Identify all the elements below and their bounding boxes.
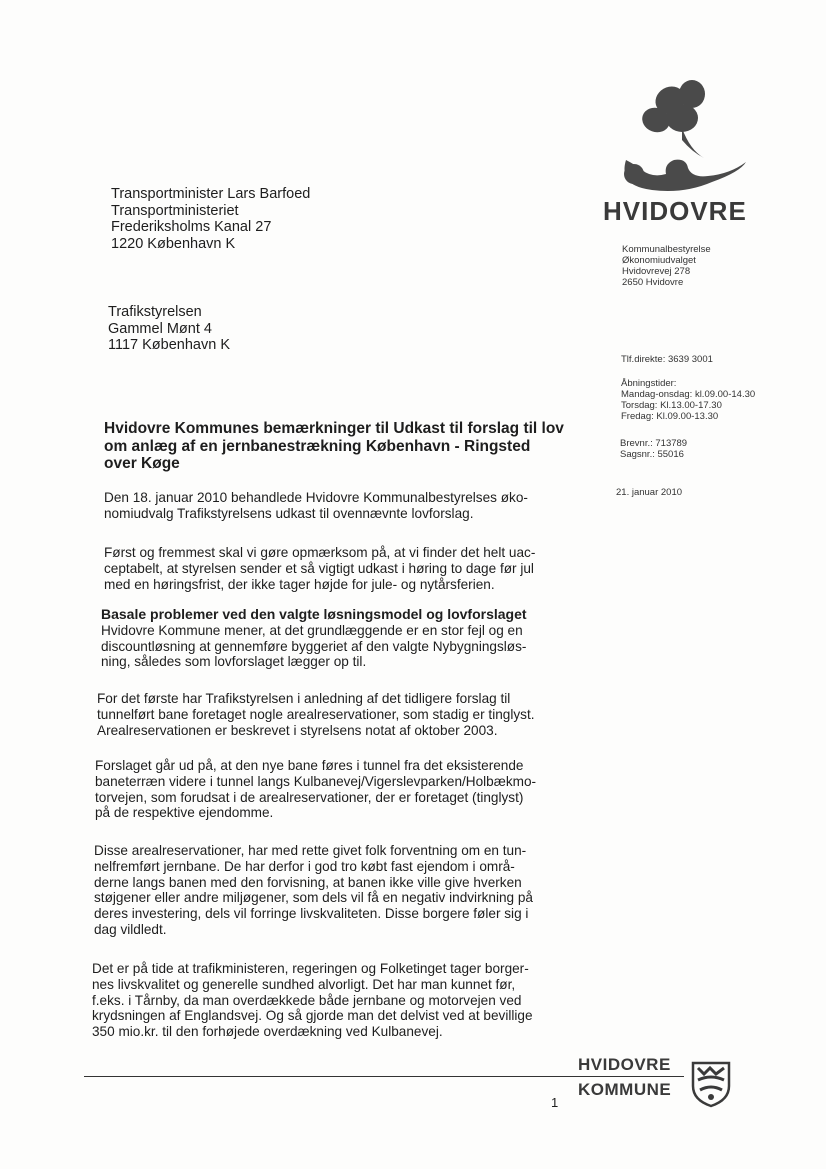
opening-hours	[621, 378, 755, 422]
paragraph-line: dag vildledt.	[94, 921, 167, 937]
paragraph-line: ceptabelt, at styrelsen sender et så vigtigt udkast i høring to dage før jul	[104, 560, 534, 576]
paragraph	[94, 843, 533, 938]
hours-line: Mandag-onsdag: kl.09.00-14.30	[621, 389, 756, 400]
paragraph-line: Den 18. januar 2010 behandlede Hvidovre Kommunalbestyrelses øko-	[104, 490, 528, 505]
paragraph-line: torvejen, som forudsat i de arealreservationer, der er foretaget (tinglyst)	[95, 789, 524, 805]
paragraph-line: støjgener eller andre miljøgener, som dels vil få en negativ indvirkning på	[94, 890, 533, 906]
title-line: over Køge	[104, 455, 180, 472]
address-line: Trafikstyrelsen	[108, 304, 202, 320]
sender-line: 2650 Hvidovre	[622, 277, 684, 288]
paragraph	[104, 490, 528, 522]
paragraph-line: nes livskvalitet og generelle sundhed alvorligt. Det har man kunnet før,	[92, 976, 516, 992]
reference-numbers	[620, 438, 687, 460]
recipient-address-trafikstyrelsen	[108, 304, 230, 354]
logo-name: HVIDOVRE	[603, 196, 747, 226]
paragraph	[92, 961, 533, 1040]
paragraph-line: tunnelført bane foretaget nogle arealreservationer, som stadig er tinglyst.	[97, 706, 535, 722]
paragraph-line: derne langs banen med den forvisning, at banen ikke ville give hverken	[94, 874, 522, 890]
paragraph-line: nomiudvalg Trafikstyrelsens udkast til ovennævnte lovforslag.	[104, 505, 474, 521]
paragraph-line: 350 mio.kr. til den forhøjede overdækning ved Kulbanevej.	[92, 1024, 443, 1040]
sender-line: Hvidovrevej 278	[622, 266, 691, 277]
page-number: 1	[551, 1095, 559, 1110]
paragraph	[97, 691, 535, 738]
sender-line: Økonomiudvalget	[622, 255, 696, 266]
case-number: Sagsnr.: 55016	[620, 449, 684, 460]
recipient-address-ministry	[111, 186, 310, 252]
address-line: Transportminister Lars Barfoed	[111, 186, 311, 202]
hours-line: Torsdag: Kl.13.00-17.30	[621, 400, 722, 411]
sender-line: Kommunalbestyrelse	[622, 244, 711, 255]
footer-logo-kommune: KOMMUNE	[578, 1080, 672, 1099]
hours-line: Fredag: Kl.09.00-13.30	[621, 411, 719, 422]
paragraph-line: krydsningen af Englandsvej. Og så gjorde man det delvist ved at bevillige	[92, 1008, 533, 1024]
paragraph	[95, 758, 536, 821]
paragraph-line: Disse arealreservationer, har med rette givet folk forventning om en tun-	[94, 843, 527, 858]
clover-logo-icon	[612, 78, 752, 196]
paragraph	[101, 607, 527, 670]
paragraph-line: For det første har Trafikstyrelsen i anledning af det tidligere forslag til	[97, 691, 511, 706]
coat-of-arms-icon	[690, 1060, 732, 1108]
address-line: Transportministeriet	[111, 202, 239, 219]
letter-date: 21. januar 2010	[616, 487, 683, 498]
address-line: 1220 København K	[111, 235, 236, 252]
opening-hours-label: Åbningstider:	[621, 378, 677, 389]
paragraph-line: nelfremført jernbane. De har derfor i god tro købt fast ejendom i områ-	[94, 858, 515, 874]
paragraph-line: deres investering, dels vil forringe livskvaliteten. Disse borgere føler sig i	[94, 906, 529, 922]
paragraph-line: ning, således som lovforslaget lægger op til.	[101, 654, 367, 670]
footer-divider	[84, 1076, 684, 1077]
paragraph-line: f.eks. i Tårnby, da man overdækkede både jernbane og motorvejen ved	[92, 992, 522, 1008]
paragraph-line: Arealreservationen er beskrevet i styrelsens notat af oktober 2003.	[97, 722, 498, 738]
paragraph-line: baneterræn videre i tunnel langs Kulbanevej/Vigerslevparken/Holbækmo-	[95, 773, 537, 789]
paragraph-line: Forslaget går ud på, at den nye bane føres i tunnel fra det eksisterende	[95, 758, 524, 773]
paragraph-line: discountløsning at gennemføre byggeriet af den valgte Nybygningsløs-	[101, 638, 527, 654]
title-line: Hvidovre Kommunes bemærkninger til Udkast til forslag til lov	[104, 420, 564, 437]
paragraph-line: Det er på tide at trafikministeren, regeringen og Folketinget tager borger-	[92, 961, 529, 976]
section-subheading: Basale problemer ved den valgte løsningsmodel og lovforslaget	[101, 606, 527, 622]
letter-number: Brevnr.: 713789	[620, 438, 688, 449]
paragraph-line: på de respektive ejendomme.	[95, 805, 274, 821]
address-line: Frederiksholms Kanal 27	[111, 219, 272, 235]
paragraph-line: med en høringsfrist, der ikke tager højde for jule- og nytårsferien.	[104, 576, 495, 592]
letter-title	[104, 420, 564, 473]
phone-number: Tlf.direkte: 3639 3001	[621, 354, 713, 365]
footer-logo-name: HVIDOVRE	[578, 1055, 671, 1074]
title-line: om anlæg af en jernbanestrækning København - Ringsted	[104, 437, 531, 455]
paragraph	[104, 545, 535, 592]
paragraph-line: Hvidovre Kommune mener, at det grundlæggende er en stor fejl og en	[101, 622, 523, 638]
address-line: Gammel Mønt 4	[108, 320, 212, 337]
address-line: 1117 København K	[108, 337, 230, 353]
paragraph-line: Først og fremmest skal vi gøre opmærksom på, at vi finder det helt uac-	[104, 545, 536, 560]
sender-address	[622, 244, 711, 288]
